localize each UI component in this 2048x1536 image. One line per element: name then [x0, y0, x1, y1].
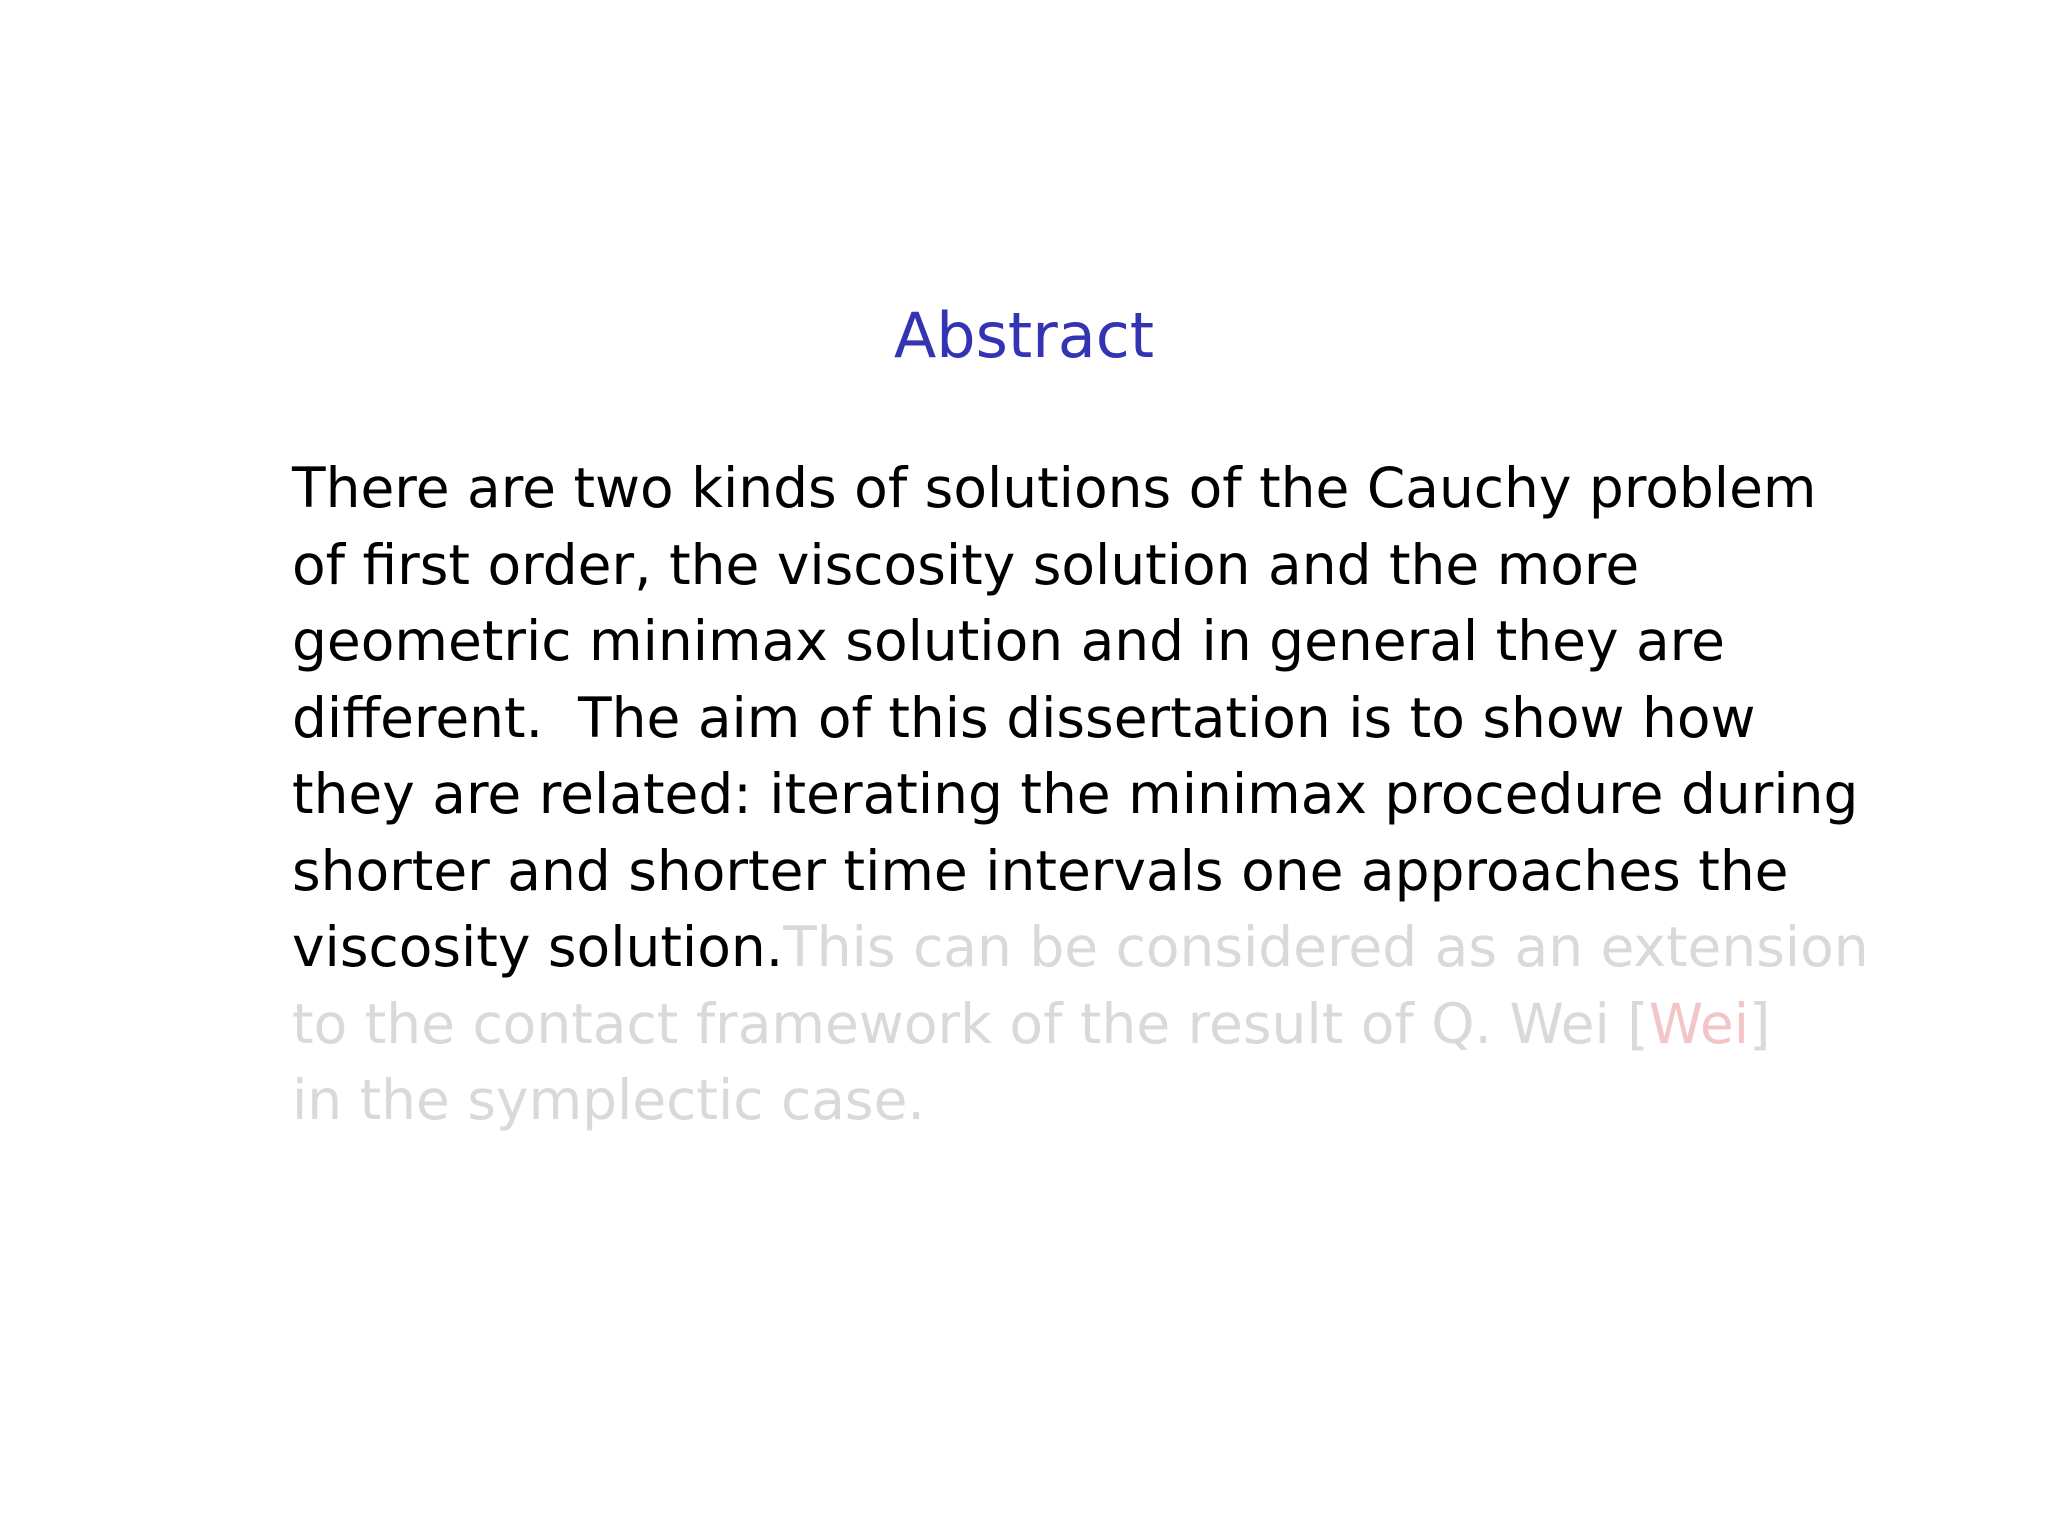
abstract-line-7-visible: viscosity solution. [292, 915, 784, 979]
abstract-line-2: of first order, the viscosity solution and the more [292, 532, 1640, 597]
abstract-line-9: in the symplectic case. [292, 1068, 925, 1132]
abstract-line-7-faded: This can be considered as an extension [783, 915, 1869, 979]
abstract-line-5: they are related: iterating the minimax procedure during [292, 762, 1859, 826]
abstract-line-8 [292, 986, 1772, 1063]
abstract-line-4: different. The aim of this dissertation is to show how [292, 685, 1756, 750]
citation-link-wei[interactable]: Wei [1648, 991, 1750, 1056]
abstract-line-8-text: to the contact framework of the result of Q. Wei [292, 991, 1628, 1056]
abstract-line-6: shorter and shorter time intervals one approaches the [292, 838, 1789, 903]
abstract-line-1: There are two kinds of solutions of the Cauchy problem [292, 456, 1817, 520]
slide-title: Abstract [893, 299, 1155, 372]
citation-bracket-open: [ [1627, 991, 1649, 1056]
citation-bracket-close: ] [1749, 991, 1771, 1056]
abstract-line-7 [292, 909, 1869, 986]
abstract-line-3: geometric minimax solution and in general they are [292, 609, 1725, 673]
abstract-paragraph [292, 450, 1869, 1139]
